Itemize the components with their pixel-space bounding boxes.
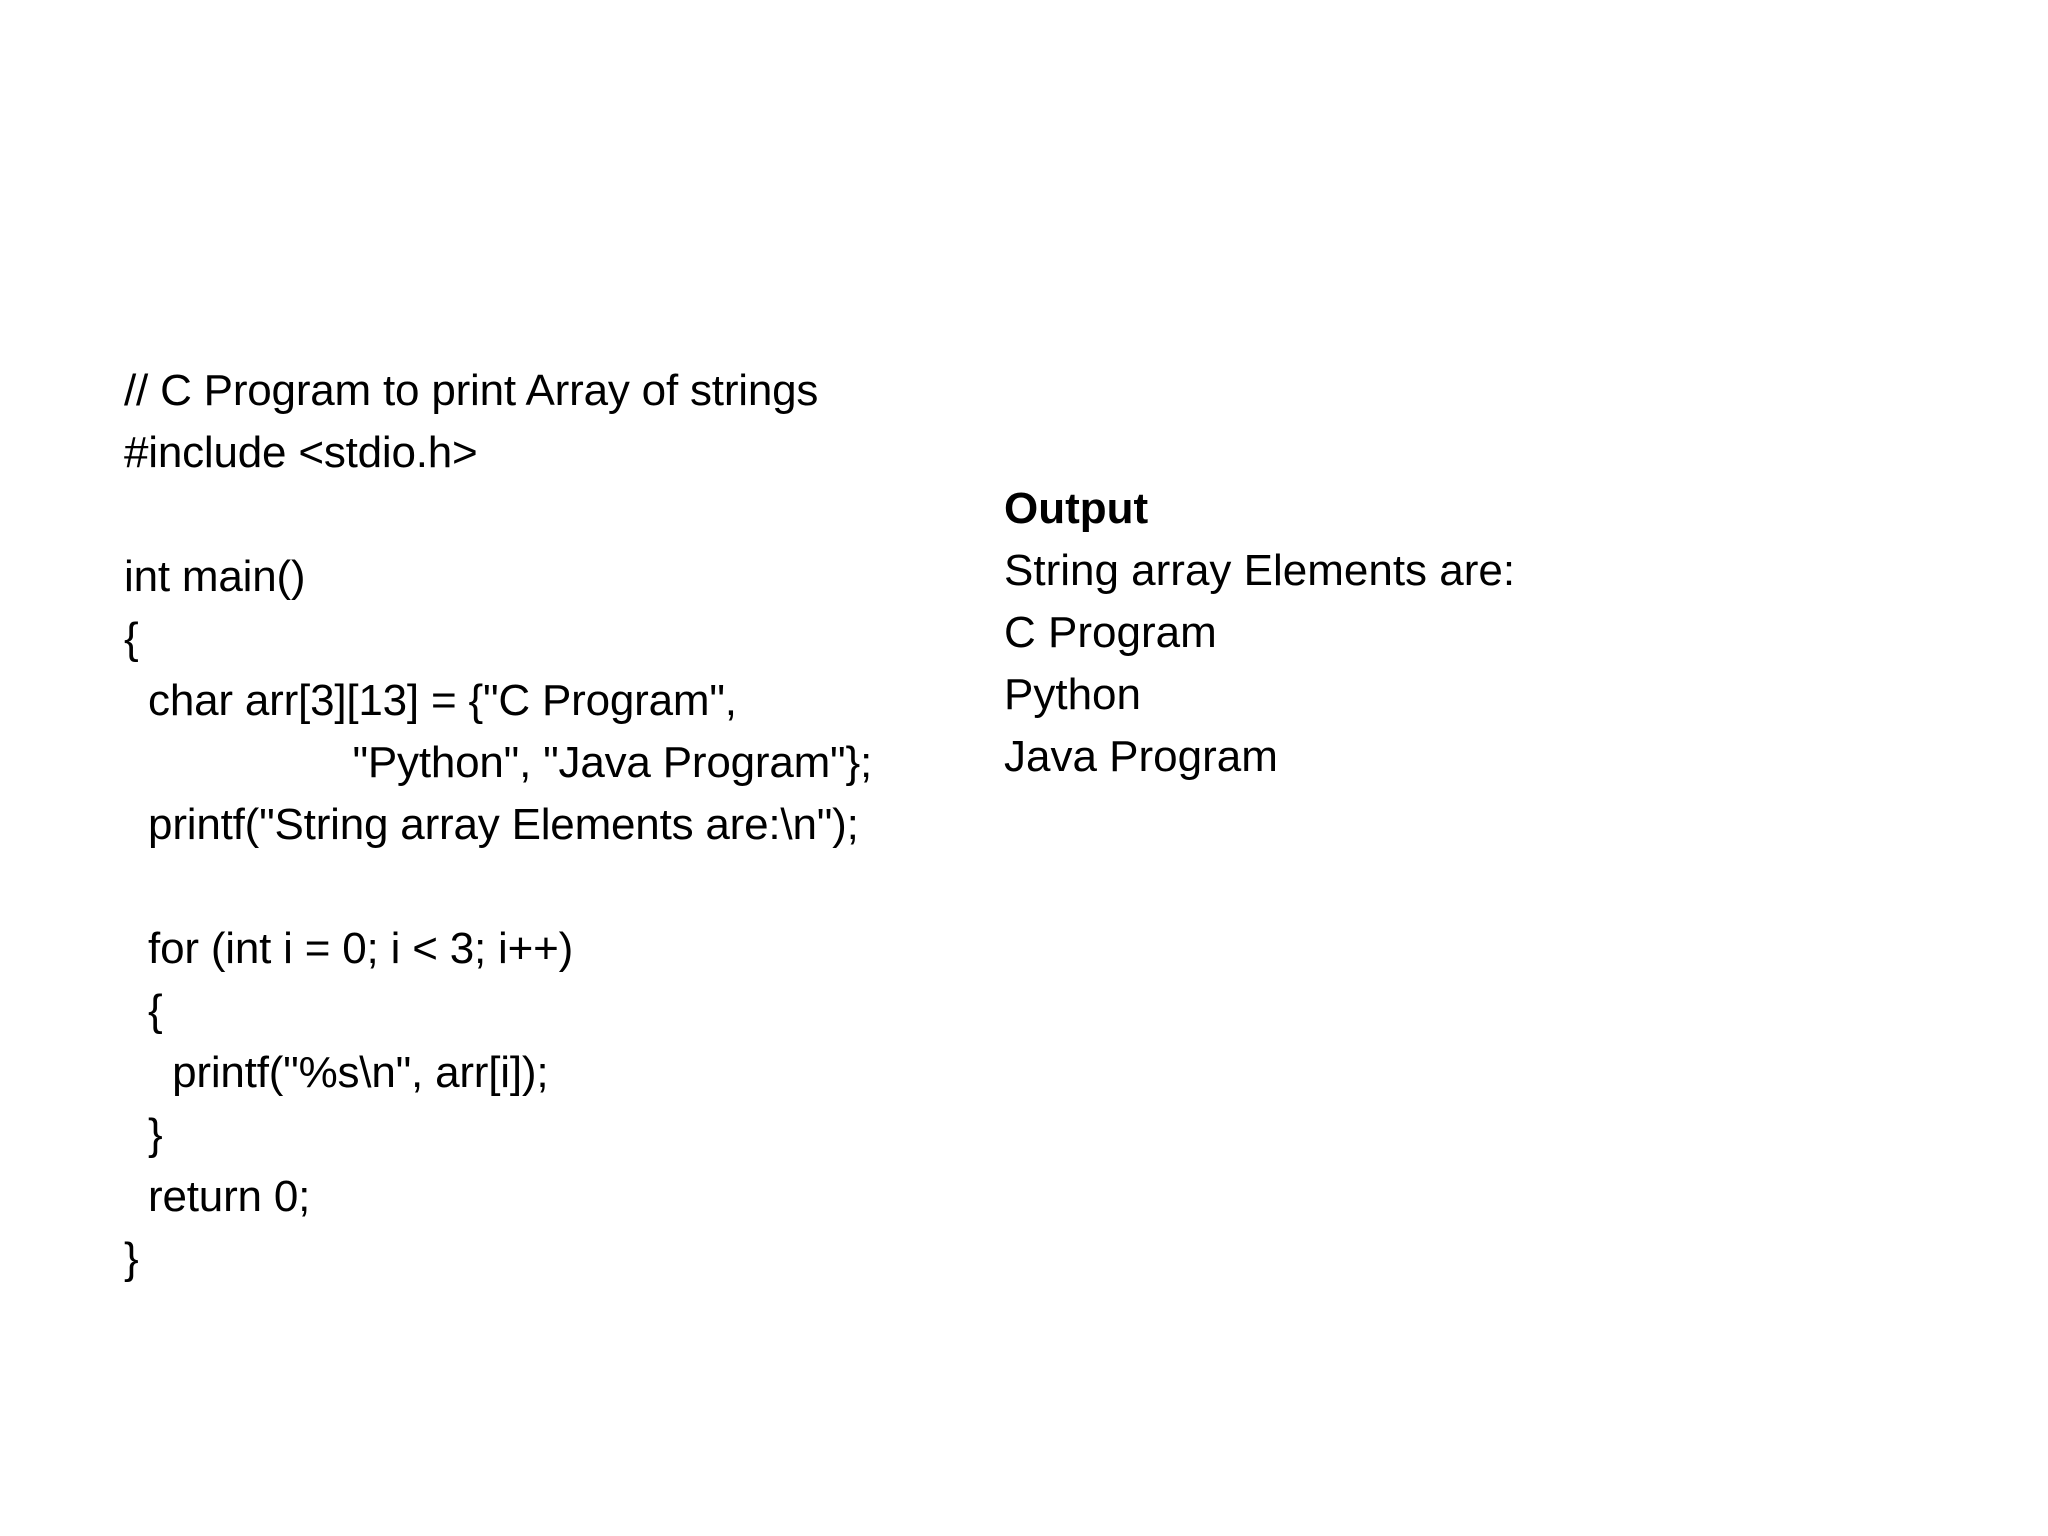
code-block [124,360,984,1290]
code-line-for: for (int i = 0; i < 3; i++) [124,924,574,973]
output-title: Output [1004,484,1149,533]
code-line-for-close: } [124,1110,163,1159]
code-line-printf-header: printf("String array Elements are:\n"); [124,800,859,849]
output-block [1004,478,1904,788]
code-line-close-brace: } [124,1234,139,1283]
code-line-return: return 0; [124,1172,311,1221]
output-line: Java Program [1004,732,1278,781]
code-line-blank [124,856,984,918]
output-line: C Program [1004,608,1217,657]
output-line: Python [1004,670,1141,719]
code-line-for-open: { [124,986,163,1035]
code-line-include: #include <stdio.h> [124,428,478,477]
code-line-array-decl: char arr[3][13] = {"C Program", [124,676,737,725]
code-line-comment: // C Program to print Array of strings [124,366,819,415]
code-line-main: int main() [124,552,306,601]
code-line-blank [124,484,984,546]
code-line-open-brace: { [124,614,139,663]
code-line-array-decl-cont: "Python", "Java Program"}; [124,738,872,787]
output-line: String array Elements are: [1004,546,1516,595]
code-line-printf-item: printf("%s\n", arr[i]); [124,1048,549,1097]
